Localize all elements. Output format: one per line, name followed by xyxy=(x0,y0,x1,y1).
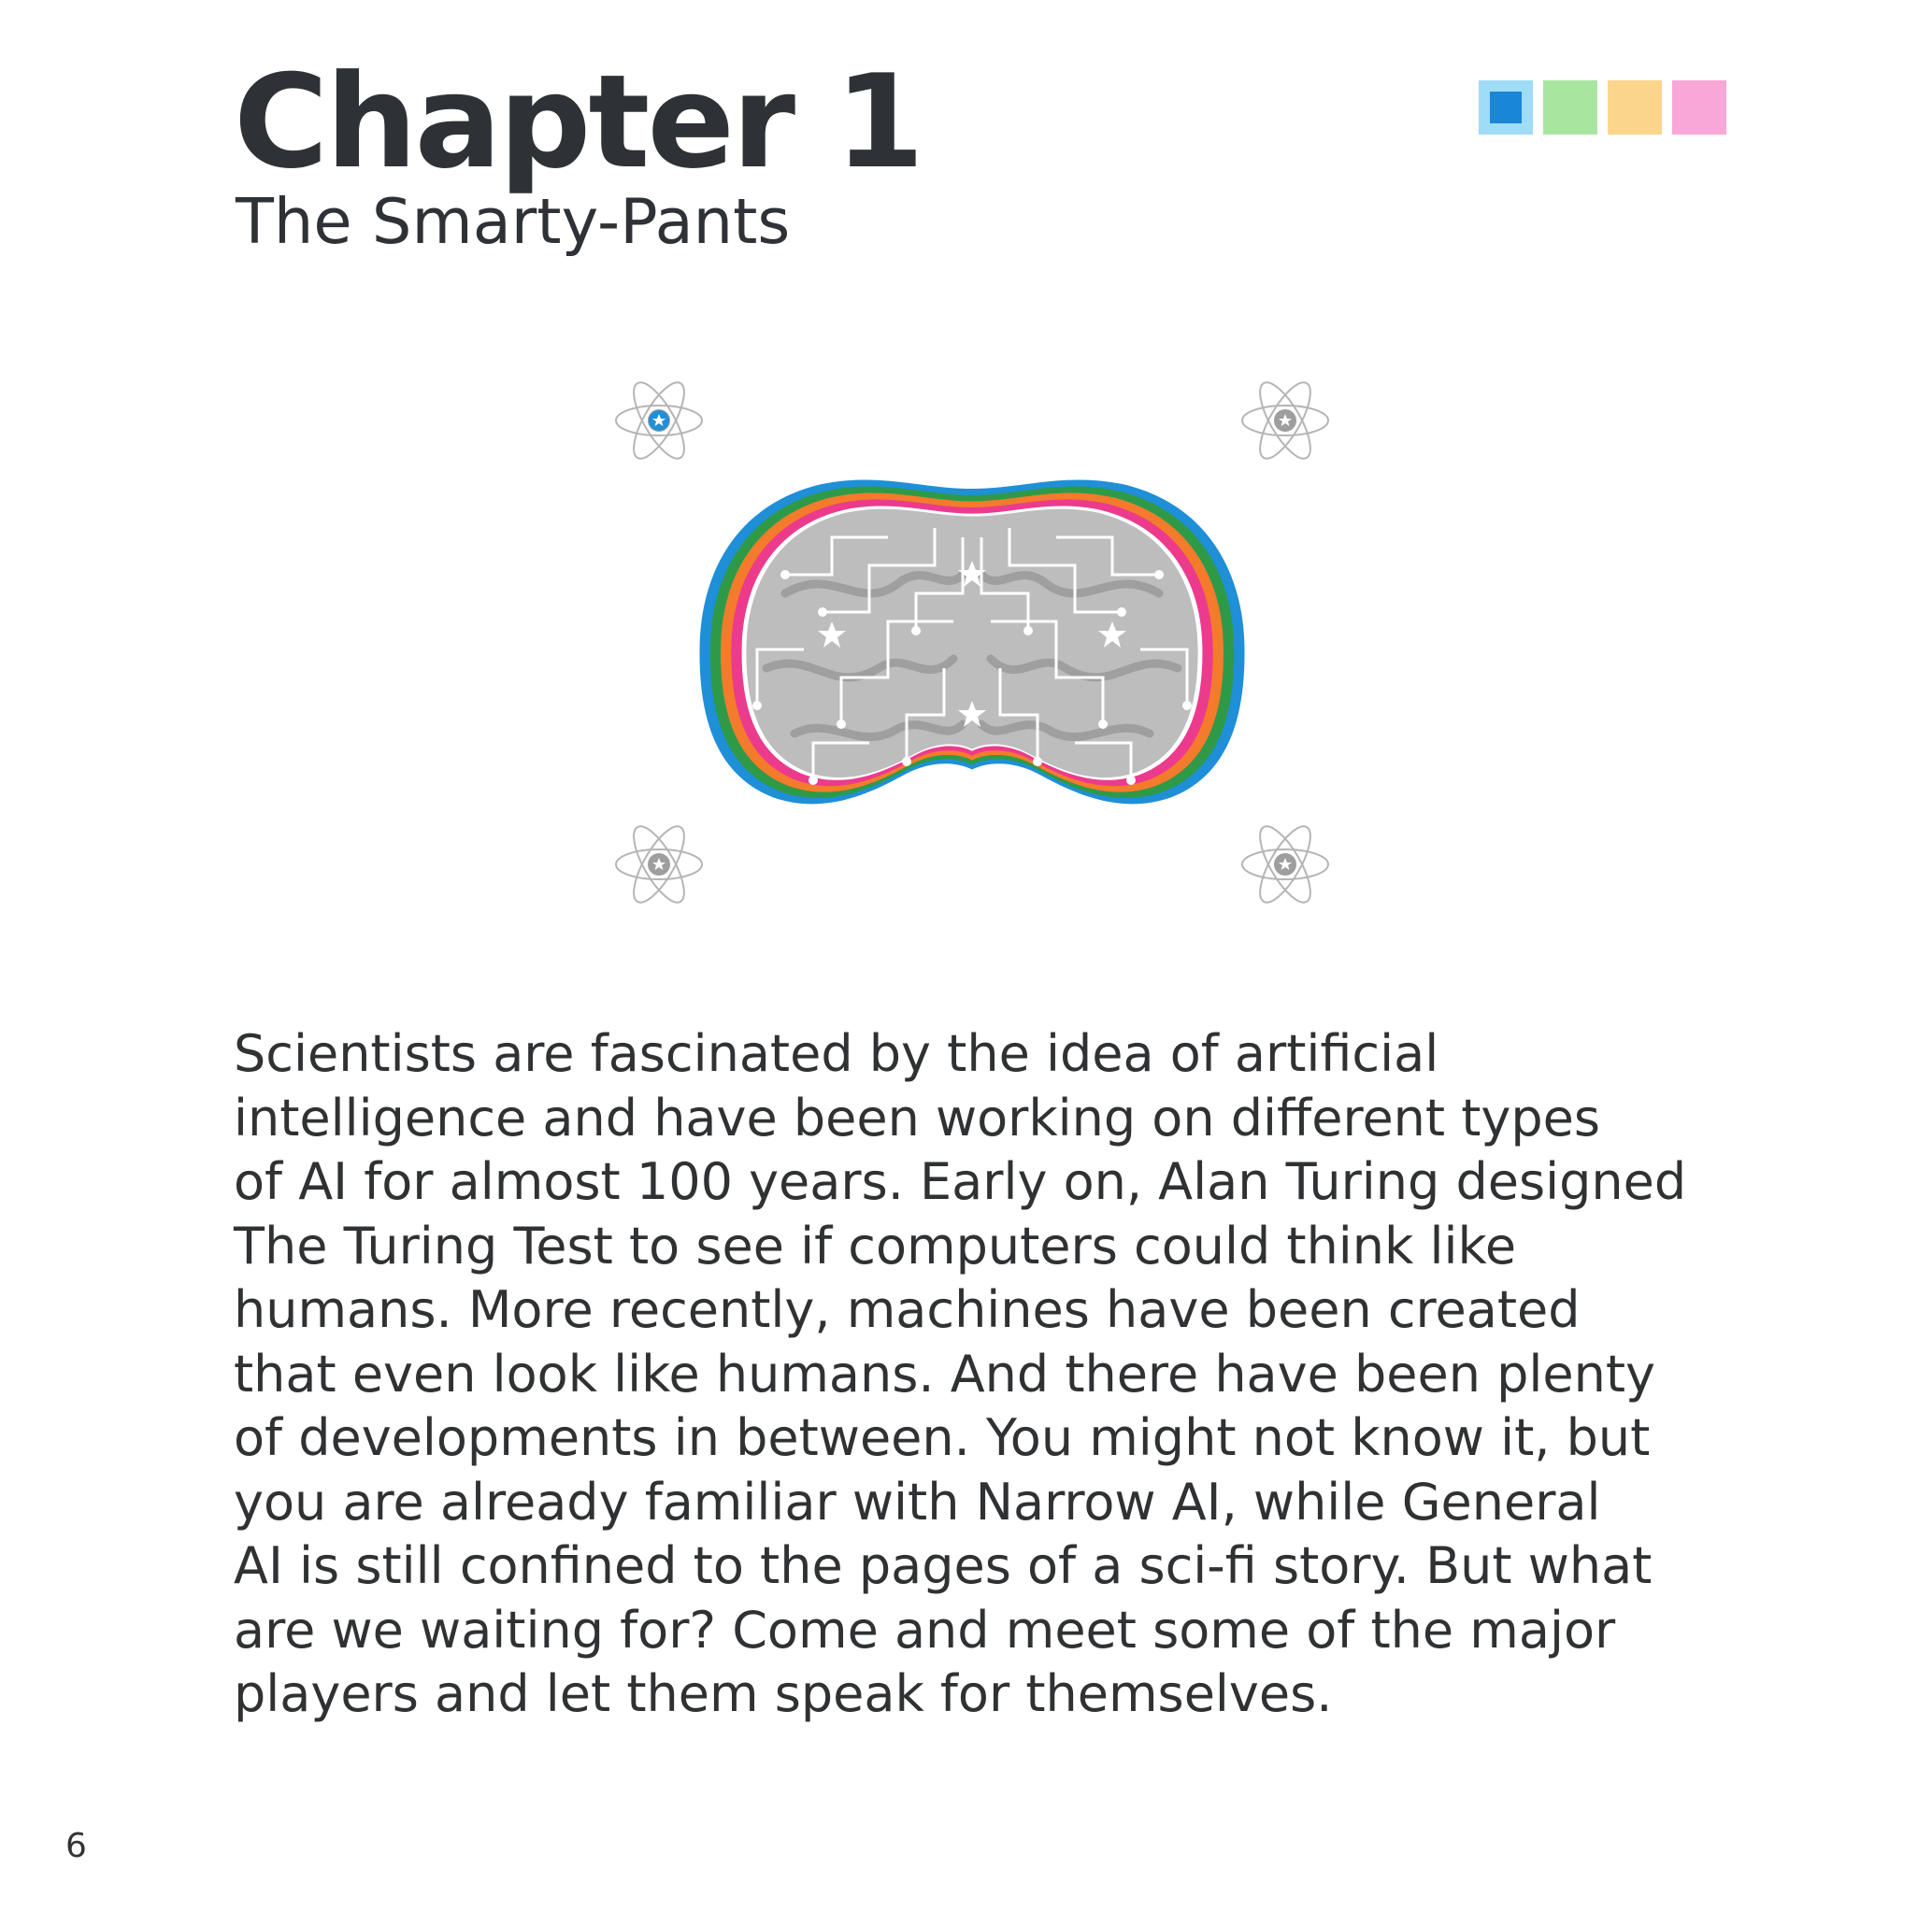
chapter-intro-paragraph: Scientists are fascinated by the idea of artificial intelligence and have been working on different types of AI for almost 100 years. Early on, Alan Turing designed The Turing Test to see if computers could think like humans. More recently, machines have been created that even look like humans. And there have been plenty of developments in between. You might not know it, but you are already familiar with Narrow AI, while General AI is still confined to the pages of a sci-fi story. But what are we waiting for? Come and meet some of the major players and let them speak for themselves. xyxy=(234,1024,1687,1723)
brain-circuit-illustration xyxy=(598,364,1346,925)
blue-swatch-center xyxy=(1490,92,1522,123)
atom-icon-bottom-right xyxy=(1242,820,1328,909)
green-swatch xyxy=(1543,80,1597,135)
orange-swatch xyxy=(1608,80,1662,135)
chapter-subtitle: The Smarty-Pants xyxy=(236,185,791,258)
atom-icon-bottom-left xyxy=(616,820,702,909)
atom-icon-top-right xyxy=(1242,376,1328,465)
blue-swatch xyxy=(1479,80,1533,135)
color-swatch-row xyxy=(1479,80,1726,135)
page-number: 6 xyxy=(65,1827,87,1865)
pink-swatch xyxy=(1672,80,1726,135)
brain-ring-group xyxy=(699,479,1244,804)
chapter-title: Chapter 1 xyxy=(234,47,923,197)
